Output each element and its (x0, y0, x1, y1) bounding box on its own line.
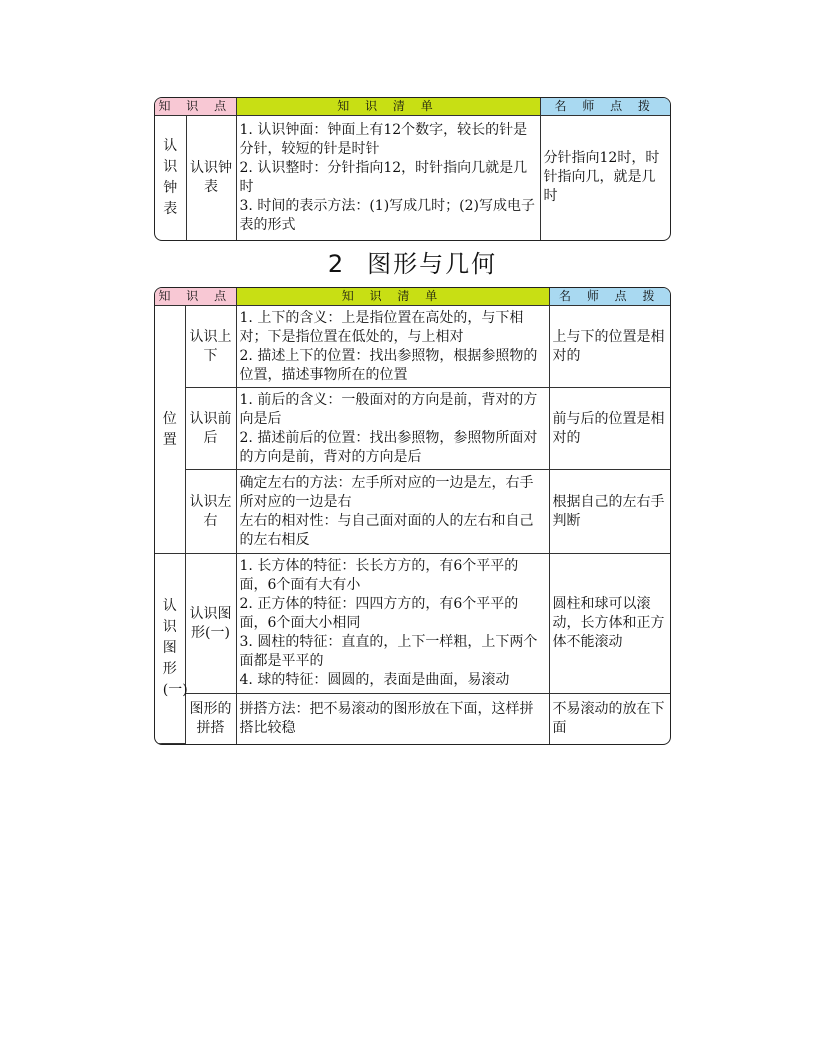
content-line: 3. 圆柱的特征：直直的，上下一样粗，上下两个面都是平平的 (239, 634, 538, 669)
content-line: 确定左右的方法：左手所对应的一边是左，右手所对应的一边是右 (239, 474, 534, 510)
content-line: 4. 球的特征：圆圆的，表面是曲面，易滚动 (239, 672, 510, 688)
header-knowledge-point: 知 识 点 (155, 98, 236, 116)
header-teacher-tips: 名 师 点 拨 (540, 98, 670, 116)
tip-cell: 分针指向12时，时针指向几，就是几时 (540, 116, 670, 240)
topic-cell: 位置 (155, 306, 185, 554)
content-cell (236, 694, 549, 744)
content-line: 1. 前后的含义：一般面对的方向是前，背对的方向是后 (239, 391, 538, 427)
content-line: 2. 描述上下的位置：找出参照物，根据参照物的位置，描述事物所在的位置 (239, 347, 538, 383)
content-line: 1. 长方体的特征：长长方方的，有6个平平的面，6个面有大有小 (239, 558, 519, 593)
content-line: 1. 认识钟面：钟面上有12个数字，较长的针是分针，较短的针是时针 (239, 121, 528, 157)
content-cell (236, 306, 549, 388)
tip-cell: 前与后的位置是相对的 (549, 388, 670, 470)
subtopic-cell: 图形的拼搭 (185, 694, 236, 744)
content-line: 3. 时间的表示方法：(1)写成几时；(2)写成电子表的形式 (239, 197, 535, 233)
section-title (0, 244, 825, 279)
section-number: 2 (327, 250, 346, 278)
header-knowledge-list: 知 识 清 单 (236, 98, 540, 116)
header-teacher-tips: 名 师 点 拨 (549, 288, 670, 306)
topic-cell: 认识钟表 (155, 116, 186, 240)
section-title-text: 图形与几何 (367, 250, 498, 278)
content-cell (236, 388, 549, 470)
tip-cell: 上与下的位置是相对的 (549, 306, 670, 388)
subtopic-cell: 认识左右 (185, 470, 236, 554)
geometry-knowledge-table (154, 287, 671, 745)
tip-cell: 不易滚动的放在下面 (549, 694, 670, 744)
content-line: 2. 认识整时：分针指向12，时针指向几就是几时 (239, 159, 528, 195)
content-line: 拼搭方法：把不易滚动的图形放在下面，这样拼搭比较稳 (239, 700, 534, 736)
content-line: 1. 上下的含义：上是指位置在高处的，与下相对；下是指位置在低处的，与上相对 (239, 309, 524, 345)
topic-cell: 认识图形(一) (155, 554, 185, 744)
tip-cell: 根据自己的左右手判断 (549, 470, 670, 554)
subtopic-cell: 认识图形(一) (185, 554, 236, 694)
content-cell (236, 116, 540, 240)
clock-knowledge-table (154, 97, 671, 241)
subtopic-cell: 认识前后 (185, 388, 236, 470)
content-cell (236, 554, 549, 694)
content-line: 左右的相对性：与自己面对面的人的左右和自己的左右相反 (239, 512, 534, 548)
tip-cell: 圆柱和球可以滚动，长方体和正方体不能滚动 (549, 554, 670, 694)
content-line: 2. 描述前后的位置：找出参照物，参照物所面对的方向是前，背对的方向是后 (239, 429, 538, 465)
subtopic-cell: 认识上下 (185, 306, 236, 388)
content-line: 2. 正方体的特征：四四方方的，有6个平平的面，6个面大小相同 (239, 596, 519, 631)
header-knowledge-list: 知 识 清 单 (236, 288, 549, 306)
subtopic-cell: 认识钟表 (186, 116, 236, 240)
header-knowledge-point: 知 识 点 (155, 288, 236, 306)
content-cell (236, 470, 549, 554)
